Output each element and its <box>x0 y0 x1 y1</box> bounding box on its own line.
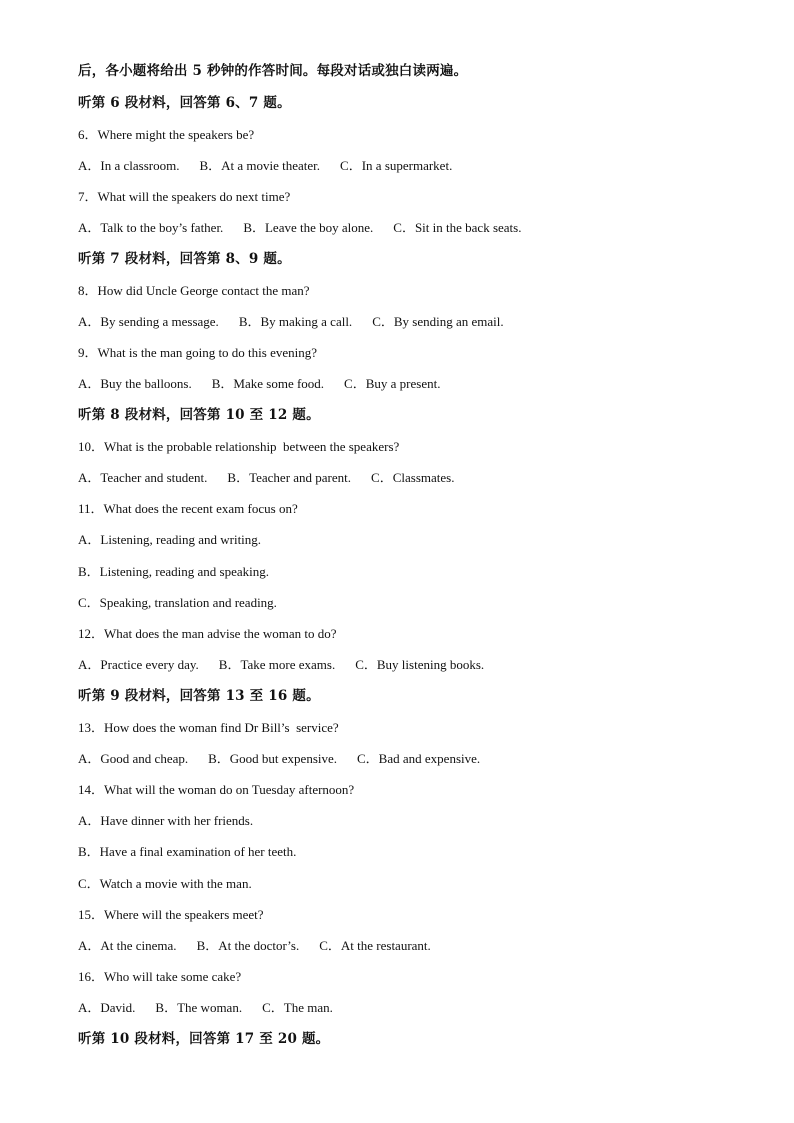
option-a: A．Buy the balloons. <box>78 376 192 391</box>
option-b: B．Good but expensive. <box>208 751 338 766</box>
option-c: C．Buy a present. <box>344 376 441 391</box>
question-text: 13．How does the woman find Dr Bill’s service? <box>78 720 339 735</box>
option-b: B．By making a call. <box>238 314 353 329</box>
options-row <box>78 376 440 392</box>
options-row <box>78 1000 333 1016</box>
options-row <box>78 220 521 236</box>
question-text: 16．Who will take some cake? <box>78 969 242 984</box>
option-b: B．At the doctor’s. <box>196 938 300 953</box>
option-b: B．Take more exams. <box>218 657 336 672</box>
section-heading: 听第 7 段材料，回答第 8、9 题。 <box>78 251 291 267</box>
option-b: B．Teacher and parent. <box>227 470 352 485</box>
option-b: B．Make some food. <box>211 376 325 391</box>
option-c: C．Bad and expensive. <box>357 751 481 766</box>
option-c: C．Classmates. <box>371 470 455 485</box>
question-text: 12．What does the man advise the woman to do? <box>78 626 337 641</box>
section-heading: 听第 10 段材料，回答第 17 至 20 题。 <box>78 1031 330 1047</box>
option-a: A．Talk to the boy’s father. <box>78 220 224 235</box>
options-row <box>78 158 452 174</box>
options-row <box>78 470 454 486</box>
options-row <box>78 657 484 673</box>
question-text: 14．What will the woman do on Tuesday afternoon? <box>78 782 355 797</box>
option-b: B．Leave the boy alone. <box>243 220 374 235</box>
section-heading: 听第 6 段材料，回答第 6、7 题。 <box>78 95 291 111</box>
question-text: 8．How did Uncle George contact the man? <box>78 283 310 298</box>
instruction-text: 后，各小题将给出 5 秒钟的作答时间。每段对话或独白读两遍。 <box>78 63 468 79</box>
option-line: B．Have a final examination of her teeth. <box>78 844 297 859</box>
question-text: 6．Where might the speakers be? <box>78 127 255 142</box>
option-c: C．The man. <box>262 1000 333 1015</box>
question-text: 15．Where will the speakers meet? <box>78 907 264 922</box>
option-a: A．By sending a message. <box>78 314 219 329</box>
question-text: 10．What is the probable relationship between the speakers? <box>78 439 400 454</box>
option-c: C．Buy listening books. <box>355 657 485 672</box>
question-text: 7．What will the speakers do next time? <box>78 189 291 204</box>
section-heading: 听第 9 段材料，回答第 13 至 16 题。 <box>78 688 320 704</box>
option-a: A．David. <box>78 1000 136 1015</box>
question-text: 11．What does the recent exam focus on? <box>78 501 298 516</box>
options-row <box>78 751 480 767</box>
option-line: C．Watch a movie with the man. <box>78 876 252 891</box>
option-line: B．Listening, reading and speaking. <box>78 564 269 579</box>
option-c: C．In a supermarket. <box>340 158 453 173</box>
option-line: A．Listening, reading and writing. <box>78 532 262 547</box>
option-a: A．At the cinema. <box>78 938 177 953</box>
section-heading: 听第 8 段材料，回答第 10 至 12 题。 <box>78 407 320 423</box>
option-b: B．The woman. <box>155 1000 243 1015</box>
option-line: C．Speaking, translation and reading. <box>78 595 277 610</box>
option-c: C．By sending an email. <box>372 314 504 329</box>
option-c: C．At the restaurant. <box>319 938 431 953</box>
option-line: A．Have dinner with her friends. <box>78 813 254 828</box>
options-row <box>78 938 431 954</box>
option-a: A．In a classroom. <box>78 158 180 173</box>
option-b: B．At a movie theater. <box>199 158 321 173</box>
option-c: C．Sit in the back seats. <box>393 220 522 235</box>
option-a: A．Practice every day. <box>78 657 199 672</box>
option-a: A．Teacher and student. <box>78 470 208 485</box>
options-row <box>78 314 504 330</box>
question-text: 9．What is the man going to do this evening? <box>78 345 318 360</box>
option-a: A．Good and cheap. <box>78 751 189 766</box>
